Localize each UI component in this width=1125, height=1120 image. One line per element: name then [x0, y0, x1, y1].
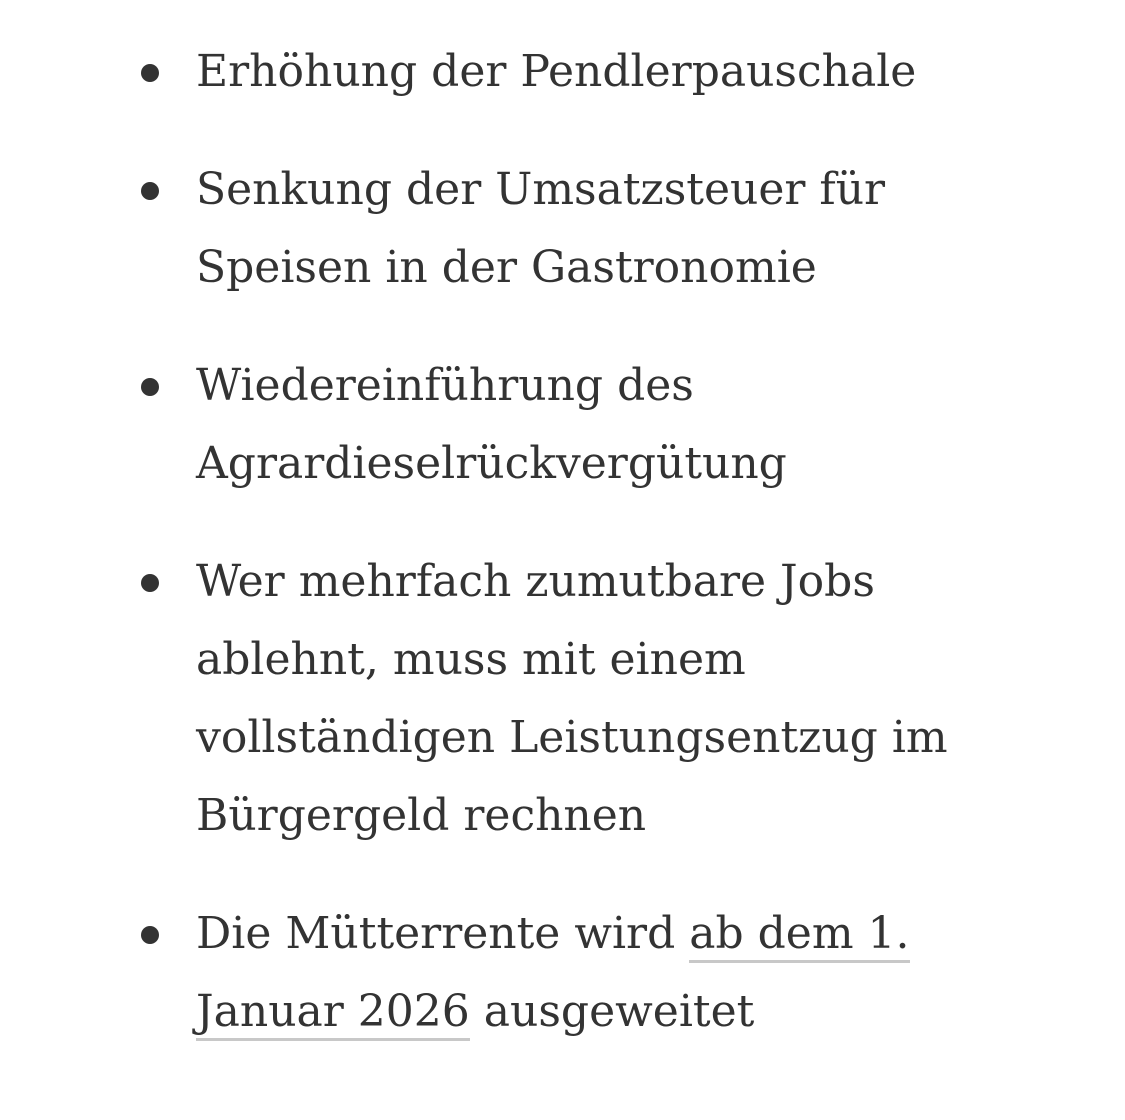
list-item-text: Erhöhung der Pendlerpauschale [196, 46, 917, 97]
list-item-muetterrente [0, 895, 1125, 1051]
list-item-text: Senkung der Umsatzsteuer für Speisen in der Gastronomie [196, 164, 886, 293]
bullet-icon [141, 182, 159, 200]
bullet-icon [141, 574, 159, 592]
list-item-umsatzsteuer [0, 151, 1125, 307]
bullet-icon [141, 64, 159, 82]
date-link[interactable]: ab dem 1. Januar 2026 [196, 908, 910, 1041]
list-item-text: Wer mehrfach zumutbare Jobs ablehnt, muss mit einem vollständigen Leistungsentzug im Bürgergeld rechnen [196, 556, 948, 841]
list-item-agrardiesel [0, 347, 1125, 503]
bullet-icon [141, 926, 159, 944]
bullet-icon [141, 378, 159, 396]
list-item-buergergeld [0, 543, 1125, 855]
list-item-text-before: Die Mütterrente wird [196, 908, 690, 959]
list-item-text: Wiedereinführung des Agrardieselrückvergütung [196, 360, 787, 489]
list-item-pendlerpauschale [0, 33, 1125, 111]
bullet-list [0, 33, 1125, 1091]
list-item-text-after: ausgeweitet [469, 986, 755, 1037]
